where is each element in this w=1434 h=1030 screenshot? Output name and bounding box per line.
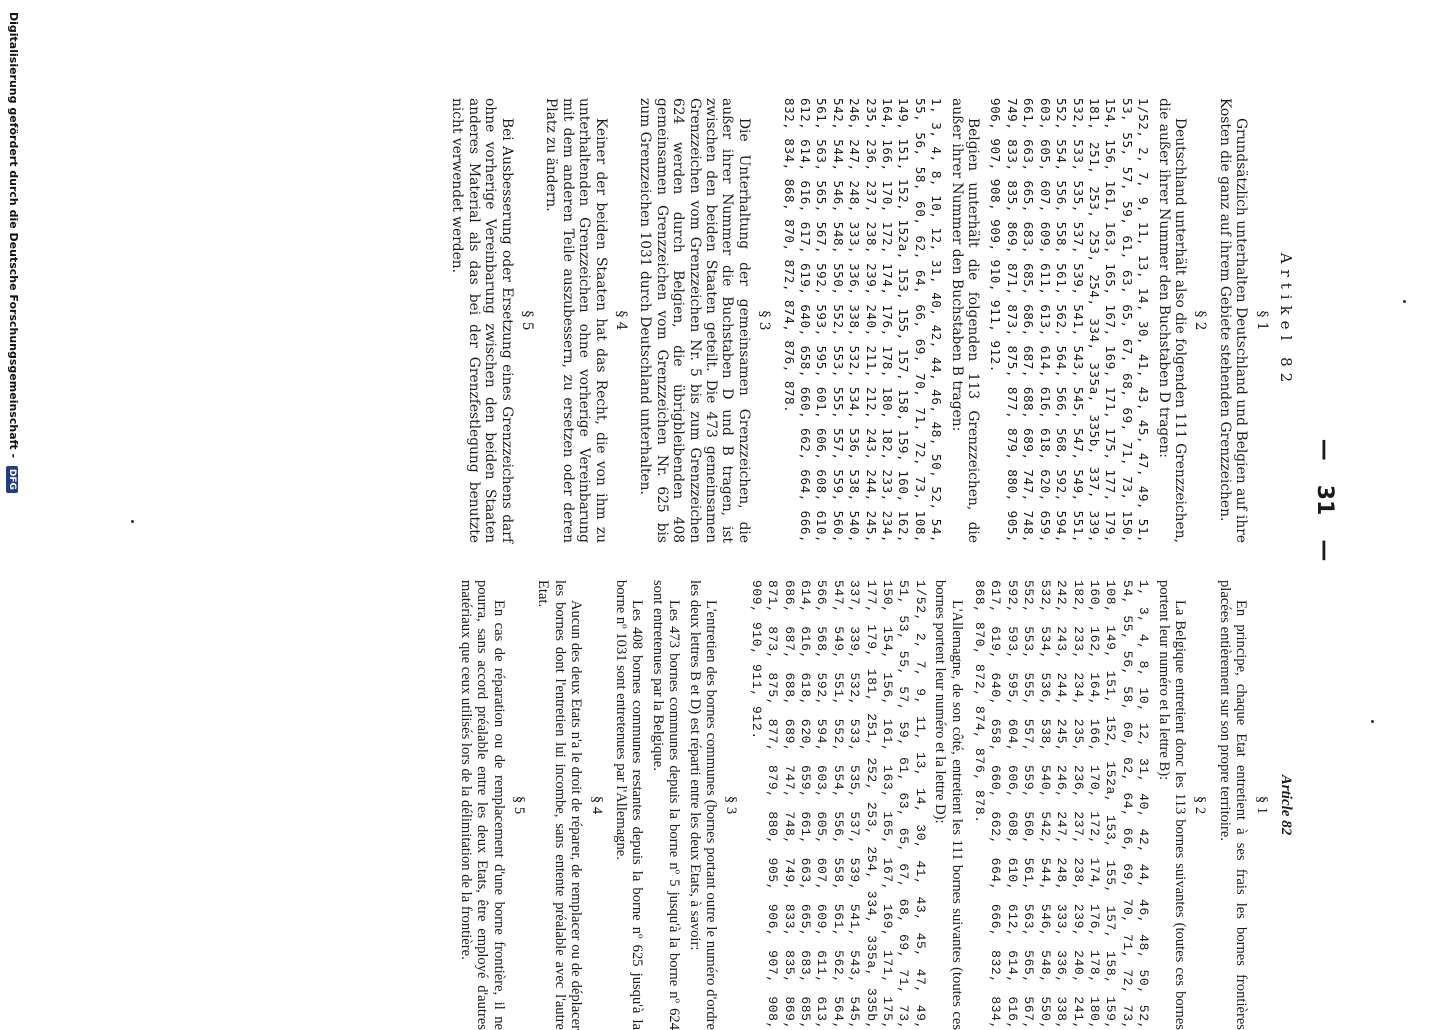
page-number: —31—: [1312, 438, 1337, 562]
scan-speck: [1371, 720, 1374, 723]
footer-text: Digitalisierung gefördert durch die Deutsche Forschungsgemeinschaft -: [7, 12, 20, 459]
french-article-title: Article 82: [1278, 774, 1294, 836]
french-section-3-text-b: Les 473 bornes communes depuis la borne nº 5 jusqu'à la borne nº 624 sont entretenues par la Belgique.: [649, 580, 683, 1030]
german-column: [445, 98, 1294, 543]
french-section-3-heading: § 3: [723, 795, 740, 815]
german-section-5-heading: § 5: [518, 310, 535, 331]
digitization-footer: [6, 12, 20, 992]
french-section-2-heading: § 2: [1192, 795, 1209, 815]
french-column: [453, 580, 1294, 1030]
french-section-1-heading: § 1: [1253, 795, 1270, 815]
german-section-2-numbers-a: 1/52, 2, 7, 9, 11, 13, 14, 30, 41, 43, 45, 47, 49, 51, 53, 55, 57, 59, 61, 63, 65, 67, 68, 69, 71, 73, 150, 154, 156, 161, 163, 165, 167, 169, 171, 175, 177, 179, 181, 251, 253, 253, 254, 334, 335a, 335b, 337, 339, 532, 533, 535, 537, 539, 541, 543, 545, 547, 549, 551, 552, 554, 556, 558, 561, 562, 564, 566, 568, 592, 594, 603, 605, 607, 609, 611, 613, 614, 616, 618, 620, 659, 661, 663, 665, 683, 685, 686, 687, 688, 689, 747, 748, 749, 833, 835, 869, 871, 873, 875, 877, 879, 880, 905, 906, 907, 908, 909, 910, 911, 912.: [988, 98, 1152, 543]
french-section-2-text-b: L'Allemagne, de son côté, entretient les 111 bornes suivantes (toutes ces bornes portent leur numéro et la lettre D):: [932, 580, 965, 1030]
scan-speck: [1403, 300, 1406, 303]
german-section-4-heading: § 4: [612, 310, 629, 331]
french-section-5-heading: § 5: [510, 795, 527, 815]
french-section-2-text-a: La Belgique entretient donc les 113 bornes suivantes (toutes ces bornes portent leur numéro et la lettre B):: [1155, 580, 1188, 1030]
scan-speck: [131, 520, 134, 523]
french-section-3-text-c: Les 408 bornes communes restantes depuis la borne nº 625 jusqu'à la borne nº 1031 sont entretenues par l'Allemagne.: [612, 580, 646, 1030]
german-article-title: Artikel 82: [1277, 252, 1295, 389]
german-section-3-heading: § 3: [756, 310, 773, 331]
german-section-2-heading: § 2: [1192, 310, 1209, 331]
german-section-2-text-a: Deutschland unterhält also die folgenden 111 Grenzzeichen, die außer ihrer Nummer den Buchstaben D tragen:: [1155, 98, 1188, 543]
french-section-2-numbers-b: 1/52, 2, 7, 9, 11, 13, 14, 30, 41, 43, 45, 47, 49, 51, 53, 55, 57, 59, 61, 63, 65, 67, 68, 69, 71, 73, 150, 154, 156, 161, 163, 165, 167, 169, 171, 175, 177, 179, 181, 251, 252, 253, 254, 334, 335a, 335b, 337, 339, 532, 533, 535, 537, 539, 541, 543, 545, 547, 549, 551, 552, 554, 556, 558, 561, 562, 564, 566, 568, 592, 594, 603, 605, 607, 609, 611, 613, 614, 616, 618, 620, 659, 661, 663, 665, 683, 685, 686, 687, 688, 689, 747, 748, 749, 833, 835, 869, 871, 873, 875, 877, 879, 880, 905, 906, 907, 908, 909, 910, 911, 912.: [748, 580, 928, 1030]
german-section-1-heading: § 1: [1253, 310, 1270, 331]
german-section-5-text: Bei Ausbesserung oder Ersetzung eines Grenzzeichens darf ohne vorherige Vereinbarung zwischen den beiden Staaten anderes Material als das bei der Grenzfestlegung benutzte nicht verwendet werden.: [449, 98, 515, 543]
german-section-2-numbers-b: 1, 3, 4, 8, 10, 12, 31, 40, 42, 44, 46, 48, 50, 52, 54, 55, 56, 58, 60, 62, 64, 66, 69, 70, 71, 72, 73, 108, 149, 151, 152, 152a, 153, 155, 157, 158, 159, 160, 162, 164, 166, 170, 172, 174, 176, 178, 180, 182, 233, 234, 235, 236, 237, 238, 239, 240, 211, 212, 243, 244, 245, 246, 247, 248, 333, 336, 338, 532, 534, 536, 538, 540, 542, 544, 546, 548, 550, 552, 553, 555, 557, 559, 560, 561, 563, 565, 567, 592, 593, 595, 601, 606, 608, 610, 612, 614, 616, 617, 619, 640, 658, 660, 662, 664, 666, 832, 834, 868, 870, 872, 874, 876, 878.: [781, 98, 945, 543]
french-section-3-text-a: L'entretien des bornes communes (bornes portant outre le numéro d'ordre les deux lettres B et D) est réparti entre les deux Etats, à savoir:: [686, 580, 719, 1030]
dfg-logo: DFG: [6, 466, 18, 493]
german-section-1-text: Grundsätzlich unterhalten Deutschland und Belgien auf ihre Kosten die ganz auf ihrem Gebiete stehenden Grenzzeichen.: [1216, 98, 1250, 543]
german-section-2-text-b: Belgien unterhält die folgenden 113 Grenzzeichen, die außer ihrer Nummer den Buchstaben B tragen:: [948, 98, 982, 543]
french-section-5-text: En cas de réparation ou de remplacement d'une borne frontière, il ne pourra, sans accord préalable entre les deux Etats, être employé d'autres matériaux que ceux utilisés lors de la délimitation de la frontière.: [457, 580, 507, 1030]
french-section-4-heading: § 4: [588, 795, 605, 815]
german-section-4-text: Keiner der beiden Staaten hat das Recht, die von ihm zu unterhaltenden Grenzzeichen ohne vorherige Vereinbarung mit dem anderen Teile auszubessern, zu ersetzen oder deren Platz zu ändern.: [543, 98, 609, 543]
french-section-4-text: Aucun des deux Etats n'a le droit de réparer, de remplacer ou de déplacer les bornes dont l'entretien lui incombe, sans entente préalable avec l'autre Etat.: [535, 580, 585, 1030]
french-section-2-numbers-a: 1, 3, 4, 8, 10, 12, 31, 40, 42, 44, 46, 48, 50, 52, 54, 55, 56, 58, 60, 62, 64, 66, 69, 70, 71, 72, 73, 108, 149, 151, 152, 152a, 153, 155, 157, 158, 159, 160, 162, 164, 166, 170, 172, 174, 176, 178, 180, 182, 233, 234, 235, 236, 237, 238, 239, 240, 241, 242, 243, 244, 245, 246, 247, 248, 333, 336, 338, 532, 534, 536, 538, 540, 542, 544, 546, 548, 550, 552, 553, 555, 557, 559, 560, 561, 563, 565, 567, 592, 593, 595, 604, 606, 608, 610, 612, 614, 616, 617, 619, 640, 658, 660, 662, 664, 666, 832, 834, 868, 870, 872, 874, 876, 878.: [972, 580, 1152, 1030]
german-section-3-text: Die Unterhaltung der gemeinsamen Grenzzeichen, die außer ihrer Nummer die Buchstaben D und B tragen, ist zwischen den beiden Staaten geteilt. Die 473 gemeinsamen Grenzzeichen vom Grenzzeichen Nr. 5 bis zum Grenzzeichen 624 werden durch Belgien, die übrigbleibenden 408 gemeinsamen Grenzzeichen vom Grenzzeichen Nr. 625 bis zum Grenzzeichen 1031 durch Deutschland unterhalten.: [637, 98, 752, 543]
french-section-1-text: En principe, chaque Etat entretient à ses frais les bornes frontières placées entièrement sur son propre territoire.: [1216, 580, 1250, 1030]
